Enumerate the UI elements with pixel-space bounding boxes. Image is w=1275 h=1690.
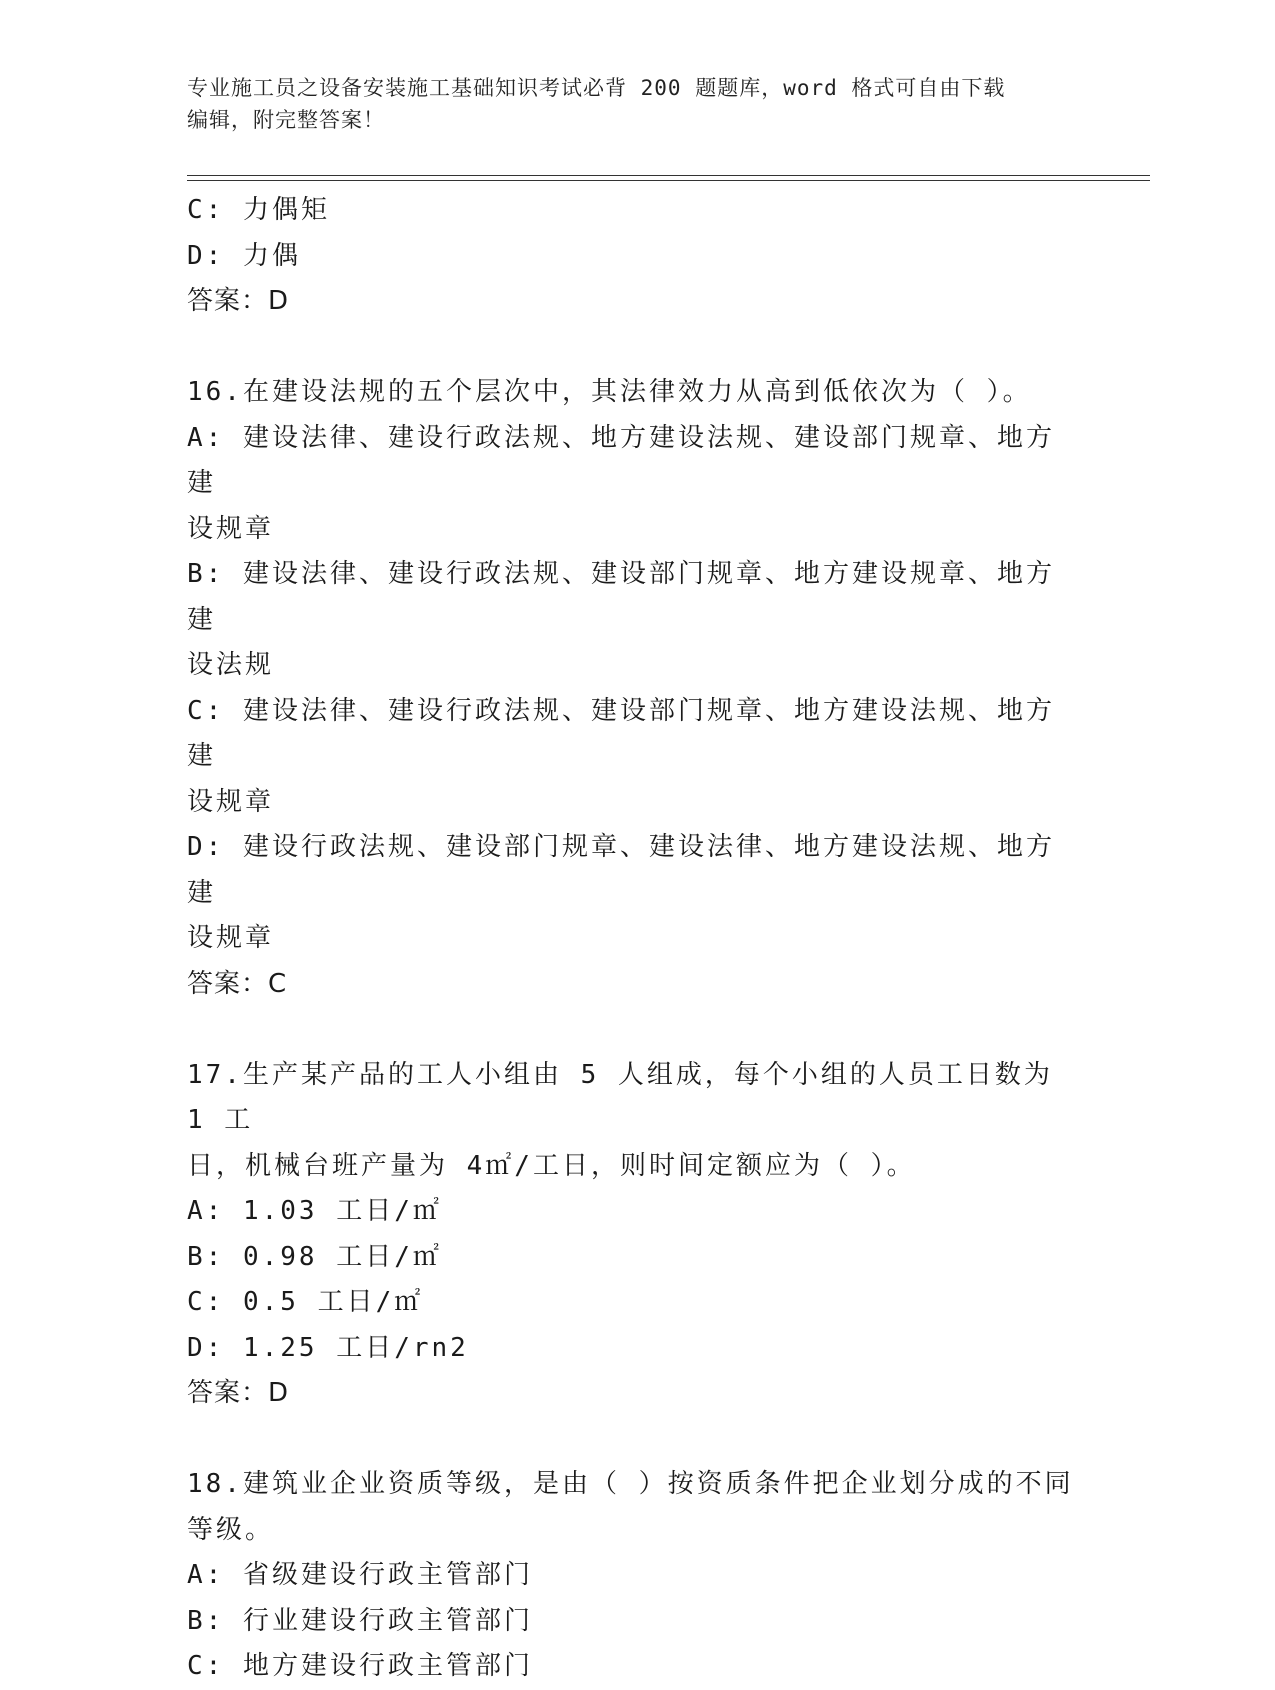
q18-stem: 18.建筑业企业资质等级，是由（ ）按资质条件把企业划分成的不同	[187, 1469, 1074, 1499]
q16-option-c: C: 建设法律、建设行政法规、建设部门规章、地方建设法规、地方建	[187, 695, 1055, 771]
header-rule-top	[187, 175, 1150, 176]
q15-option-c: C: 力偶矩	[187, 195, 330, 225]
header-rule-bottom	[187, 180, 1150, 181]
q16-option-a: A: 建设法律、建设行政法规、地方建设法规、建设部门规章、地方建	[187, 422, 1055, 498]
q16-option-c-cont: 设规章	[187, 786, 275, 817]
q16-stem: 16.在建设法规的五个层次中，其法律效力从高到低依次为（ ）。	[187, 377, 1032, 407]
q15-option-d: D: 力偶	[187, 240, 301, 271]
q17-stem: 17.生产某产品的工人小组由 5 人组成，每个小组的人员工日数为 1 工	[187, 1059, 1072, 1135]
q17-stem-cont: 日，机械台班产量为 4㎡/工日，则时间定额应为（ ）。	[187, 1150, 916, 1181]
q17-option-c: C: 0.5 工日/㎡	[187, 1287, 424, 1317]
q17-option-b: B: 0.98 工日/㎡	[187, 1241, 442, 1272]
q18-stem-cont: 等级。	[187, 1514, 275, 1545]
spacer	[187, 1417, 1077, 1463]
q15-answer: 答案：D	[187, 286, 290, 316]
q16-option-d-cont: 设规章	[187, 923, 275, 953]
q18-option-a: A: 省级建设行政主管部门	[187, 1560, 533, 1590]
q18-option-b: B: 行业建设行政主管部门	[187, 1605, 533, 1636]
q18-option-c: C: 地方建设行政主管部门	[187, 1651, 533, 1681]
q17-option-d: D: 1.25 工日/rn2	[187, 1332, 469, 1363]
q17-answer: 答案：D	[187, 1378, 290, 1408]
q16-answer: 答案：C	[187, 968, 288, 999]
question-content	[187, 188, 1077, 1690]
q17-option-a: A: 1.03 工日/㎡	[187, 1196, 442, 1226]
document-header	[187, 72, 1087, 136]
q16-option-b-cont: 设法规	[187, 650, 275, 680]
q16-option-a-cont: 设规章	[187, 513, 275, 544]
q16-option-d: D: 建设行政法规、建设部门规章、建设法律、地方建设法规、地方建	[187, 832, 1055, 908]
header-title-line-2: 编辑，附完整答案！	[187, 108, 385, 132]
spacer	[187, 1007, 1077, 1053]
header-title-line-1: 专业施工员之设备安装施工基础知识考试必背 200 题题库，word 格式可自由下载	[187, 76, 1006, 100]
spacer	[187, 325, 1077, 371]
q16-option-b: B: 建设法律、建设行政法规、建设部门规章、地方建设规章、地方建	[187, 559, 1055, 635]
